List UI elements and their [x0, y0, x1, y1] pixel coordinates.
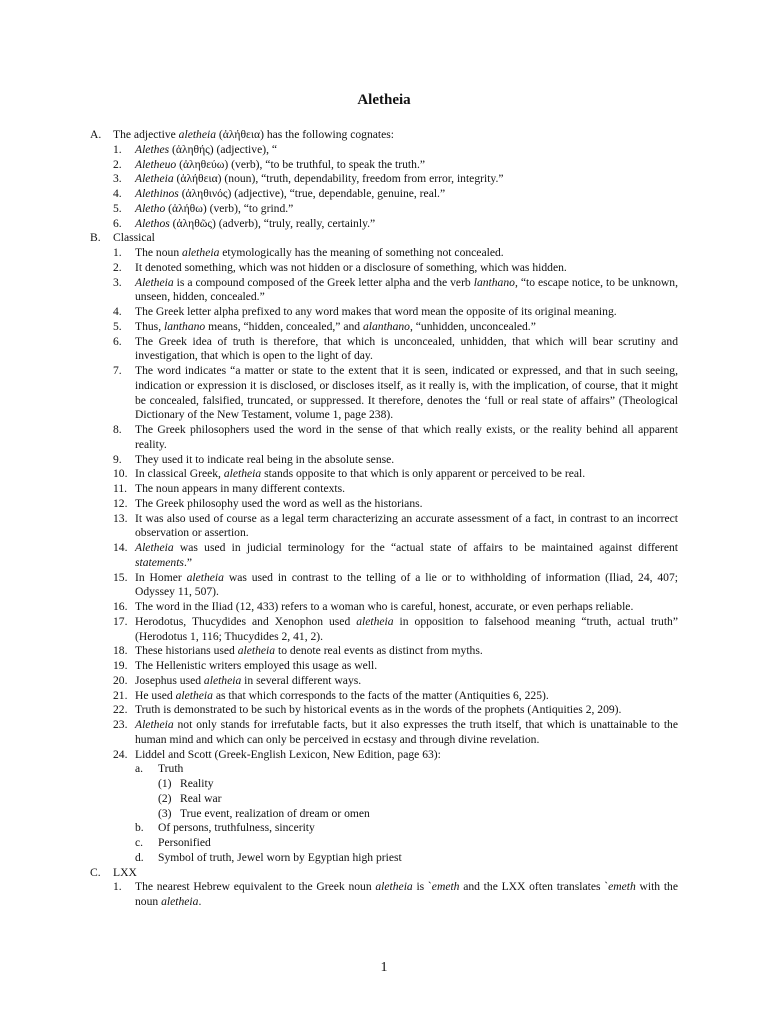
- item-text: Aletheuo (ἀληθεύω) (verb), “to be truthful, to speak the truth.”: [135, 157, 425, 171]
- list-item: [113, 644, 678, 659]
- item-number: 4.: [113, 305, 122, 318]
- list-item: [113, 497, 678, 512]
- list-item: [113, 172, 678, 187]
- item-text: The noun appears in many different contexts.: [135, 482, 346, 495]
- section-heading: [90, 231, 678, 246]
- list-item: [113, 276, 678, 306]
- list-item: [113, 615, 678, 645]
- list-item: [113, 158, 678, 173]
- item-text: Josephus used aletheia in several different ways.: [135, 673, 362, 687]
- section-title: LXX: [113, 865, 137, 879]
- sub-item-letter: b.: [135, 821, 144, 835]
- sub-sub-item-text: Real war: [180, 791, 222, 805]
- sub-item: [135, 836, 678, 851]
- list-item: [113, 674, 678, 689]
- item-number: 9.: [113, 452, 122, 466]
- section-title: Classical: [113, 231, 155, 245]
- sub-sub-item-text: True event, realization of dream or omen: [180, 806, 370, 820]
- item-number: 3.: [113, 172, 122, 186]
- item-number: 8.: [113, 423, 122, 436]
- list-item: [113, 423, 678, 453]
- page-title: Aletheia: [357, 92, 411, 108]
- sub-sub-item: [158, 792, 678, 807]
- item-text: Truth is demonstrated to be such by historical events as in the words of the prophets (Antiquities 2, 209).: [135, 703, 622, 717]
- list-item: [113, 467, 678, 482]
- list-item: [113, 364, 678, 423]
- item-number: 16.: [113, 600, 128, 613]
- item-text: They used it to indicate real being in the absolute sense.: [135, 452, 395, 466]
- section-heading: [90, 128, 678, 143]
- list-item: [113, 689, 678, 704]
- sub-sub-item-number: (1): [158, 777, 172, 790]
- outline-content: [90, 128, 678, 910]
- item-text: The nearest Hebrew equivalent to the Greek noun aletheia is `emeth and the LXX often translates `emeth with the noun aletheia.: [135, 880, 679, 908]
- item-text: The Greek philosophers used the word in the sense of that which really exists, or the reality behind all apparent reality.: [135, 423, 678, 451]
- item-text: Aletheia not only stands for irrefutable facts, but it also expresses the truth itself, that which is unattainable to the human mind and which can only be perceived in ecstasy and through divine revelation.: [135, 718, 678, 746]
- item-number: 24.: [113, 747, 128, 761]
- sub-sub-item-text: Reality: [180, 777, 214, 790]
- item-text: Herodotus, Thucydides and Xenophon used aletheia in opposition to falsehood meaning “truth, actual truth” (Herodotus 1, 116; Thucydides 2, 41, 2).: [135, 614, 678, 643]
- list-item: [113, 453, 678, 468]
- item-text: The Greek idea of truth is therefore, that which is unconcealed, unhidden, that which will bear scrutiny and investigation, that which is open to the light of day.: [135, 334, 678, 363]
- list-item: [113, 335, 678, 365]
- item-number: 1.: [113, 246, 122, 259]
- item-text: The Hellenistic writers employed this usage as well.: [135, 659, 378, 672]
- item-number: 22.: [113, 703, 128, 717]
- item-number: 5.: [113, 319, 122, 333]
- item-number: 15.: [113, 570, 128, 584]
- item-text: In classical Greek, aletheia stands opposite to that which is only apparent or perceived to be real.: [135, 467, 586, 481]
- item-text: He used aletheia as that which corresponds to the facts of the matter (Antiquities 6, 225).: [135, 688, 549, 702]
- list-item: [113, 320, 678, 335]
- sub-sub-item: [158, 807, 678, 822]
- item-number: 21.: [113, 688, 128, 702]
- item-number: 11.: [113, 482, 128, 495]
- item-text: Alethinos (ἀληθινός) (adjective), “true, dependable, genuine, real.”: [135, 187, 446, 200]
- item-number: 4.: [113, 187, 122, 200]
- item-number: 6.: [113, 216, 122, 230]
- item-number: 20.: [113, 673, 128, 687]
- item-text: These historians used aletheia to denote real events as distinct from myths.: [135, 644, 483, 658]
- item-number: 1.: [113, 880, 122, 894]
- section-title: The adjective aletheia (ἀλήθεια) has the following cognates:: [113, 128, 395, 141]
- sub-item-letter: c.: [135, 836, 144, 849]
- item-text: Aletheia (ἀλήθεια) (noun), “truth, dependability, freedom from error, integrity.”: [135, 172, 504, 186]
- list-item: [113, 512, 678, 542]
- item-text: Aletheia was used in judicial terminology for the “actual state of affairs to be maintained against different statements.”: [135, 541, 678, 569]
- item-number: 18.: [113, 644, 128, 658]
- section-label: C.: [90, 865, 101, 879]
- item-text: In Homer aletheia was used in contrast to the telling of a lie or to withholding of information (Iliad, 24, 407; Odyssey 11, 507).: [135, 570, 678, 599]
- section-label: A.: [90, 128, 102, 141]
- list-item: [113, 187, 678, 202]
- sub-sub-item-number: (3): [158, 806, 172, 820]
- sub-item: [135, 851, 678, 866]
- list-item: [113, 541, 678, 571]
- item-number: 23.: [113, 718, 128, 731]
- list-item: [113, 571, 678, 601]
- list-item: [113, 246, 678, 261]
- item-number: 17.: [113, 614, 128, 628]
- list-item: [113, 718, 678, 748]
- item-number: 19.: [113, 659, 128, 672]
- item-text: The Greek philosophy used the word as well as the historians.: [135, 496, 423, 510]
- sub-item-text: Of persons, truthfulness, sincerity: [158, 821, 315, 835]
- item-number: 1.: [113, 142, 122, 156]
- list-item: [113, 703, 678, 718]
- item-number: 5.: [113, 201, 122, 215]
- section-heading: [90, 866, 678, 881]
- list-item: [113, 748, 678, 763]
- page-number: 1: [380, 960, 388, 975]
- list-item: [113, 305, 678, 320]
- sub-item-letter: d.: [135, 850, 144, 864]
- item-text: It was also used of course as a legal term characterizing an accurate assessment of a fact, in contrast to an incorrect observation or assertion.: [135, 511, 678, 540]
- item-number: 2.: [113, 260, 122, 274]
- sub-item-letter: a.: [135, 762, 144, 776]
- sub-sub-item: [158, 777, 678, 792]
- list-item: [113, 217, 678, 232]
- sub-item-text: Personified: [158, 836, 211, 849]
- list-item: [113, 880, 678, 910]
- item-text: The Greek letter alpha prefixed to any word makes that word mean the opposite of its original meaning.: [135, 305, 617, 318]
- item-number: 6.: [113, 334, 122, 348]
- sub-item: [135, 762, 678, 777]
- item-text: Thus, lanthano means, “hidden, concealed,” and alanthano, “unhidden, unconcealed.”: [135, 319, 536, 333]
- list-item: [113, 202, 678, 217]
- sub-item-text: Truth: [158, 762, 184, 776]
- item-text: The word indicates “a matter or state to the extent that it is seen, indicated or expressed, and that in such seeing, indication or expression it is disclosed, or discloses itself, as it really is, with the implication, of course, that it might be concealed, falsified, truncated, or suppressed. It therefore, denotes the ‘full or real state of affairs” (Theological Dictionary of the New Testament, volume 1, page 238).: [135, 364, 678, 422]
- item-text: Alethos (ἀληθῶς) (adverb), “truly, really, certainly.”: [135, 216, 376, 230]
- item-number: 7.: [113, 364, 122, 377]
- item-number: 2.: [113, 157, 122, 171]
- item-text: Aletho (ἀλήθω) (verb), “to grind.”: [135, 201, 294, 215]
- item-text: Aletheia is a compound composed of the Greek letter alpha and the verb lanthano, “to escape notice, to be unknown, unseen, hidden, concealed.”: [135, 275, 678, 304]
- item-number: 13.: [113, 511, 128, 525]
- list-item: [113, 482, 678, 497]
- item-number: 14.: [113, 541, 128, 554]
- item-text: The word in the Iliad (12, 433) refers to a woman who is careful, honest, accurate, or even perhaps reliable.: [135, 600, 634, 613]
- list-item: [113, 143, 678, 158]
- item-number: 10.: [113, 467, 128, 481]
- item-text: It denoted something, which was not hidden or a disclosure of something, which was hidden.: [135, 260, 567, 274]
- list-item: [113, 659, 678, 674]
- item-text: Alethes (ἀληθής) (adjective), “: [135, 142, 278, 156]
- item-text: The noun aletheia etymologically has the meaning of something not concealed.: [135, 246, 504, 259]
- item-number: 3.: [113, 275, 122, 289]
- sub-item: [135, 821, 678, 836]
- list-item: [113, 600, 678, 615]
- list-item: [113, 261, 678, 276]
- item-number: 12.: [113, 496, 128, 510]
- sub-item-text: Symbol of truth, Jewel worn by Egyptian high priest: [158, 850, 402, 864]
- section-label: B.: [90, 231, 101, 245]
- item-text: Liddel and Scott (Greek-English Lexicon, New Edition, page 63):: [135, 747, 441, 761]
- sub-sub-item-number: (2): [158, 791, 172, 805]
